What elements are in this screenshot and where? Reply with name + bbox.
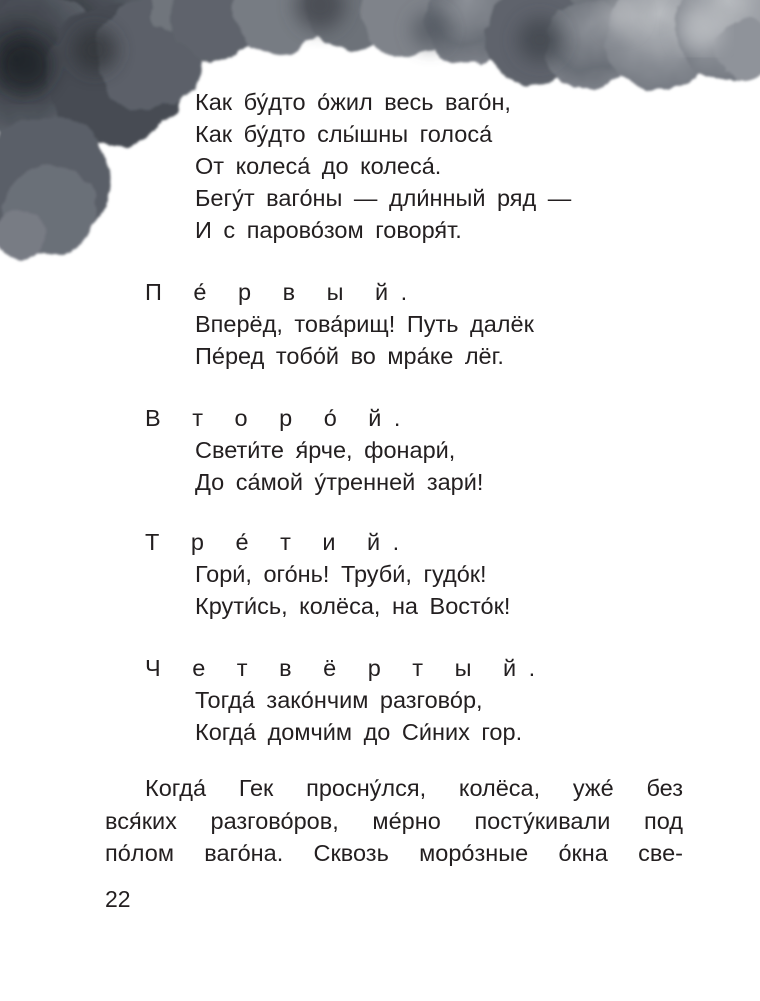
speaker-label: Т р е́ т и й. bbox=[145, 529, 412, 555]
prose-paragraph bbox=[105, 772, 683, 870]
verse-line: Как бу́дто слы́шны голоса́ bbox=[195, 121, 493, 147]
verse-line: Свети́те я́рче, фонари́, bbox=[195, 437, 456, 463]
verse-line: До са́мой у́тренней зари́! bbox=[195, 469, 484, 495]
speaker-label: Ч е т в ё р т ы й. bbox=[145, 655, 548, 681]
verse-line: И с парово́зом говоря́т. bbox=[195, 217, 462, 243]
speaker-label: П е́ р в ы й. bbox=[145, 279, 420, 305]
verse-line: Как бу́дто о́жил весь ваго́н, bbox=[195, 89, 511, 115]
verse-line: Пе́ред тобо́й во мра́ке лёг. bbox=[195, 343, 504, 369]
verse-line: Вперёд, това́рищ! Путь далёк bbox=[195, 311, 534, 337]
verse-line: Тогда́ зако́нчим разгово́р, bbox=[195, 687, 483, 713]
verse-line: Когда́ домчи́м до Си́них гор. bbox=[195, 719, 523, 745]
verse-line: Гори́, ого́нь! Труби́, гудо́к! bbox=[195, 561, 487, 587]
verse-line: От колеса́ до колеса́. bbox=[195, 153, 442, 179]
prose-line: вся́ких разгово́ров, ме́рно посту́кивали под bbox=[105, 807, 683, 834]
verse-line: Бегу́т ваго́ны — дли́нный ряд — bbox=[195, 185, 572, 211]
prose-line: Когда́ Гек просну́лся, колёса, уже́ без bbox=[145, 775, 683, 801]
speaker-label: В т о р о́ й. bbox=[145, 405, 413, 431]
page-number: 22 bbox=[105, 886, 131, 912]
verse-line: Крути́сь, колёса, на Восто́к! bbox=[195, 593, 511, 619]
prose-line: по́лом ваго́на. Сквозь моро́зные о́кна све- bbox=[105, 840, 683, 866]
